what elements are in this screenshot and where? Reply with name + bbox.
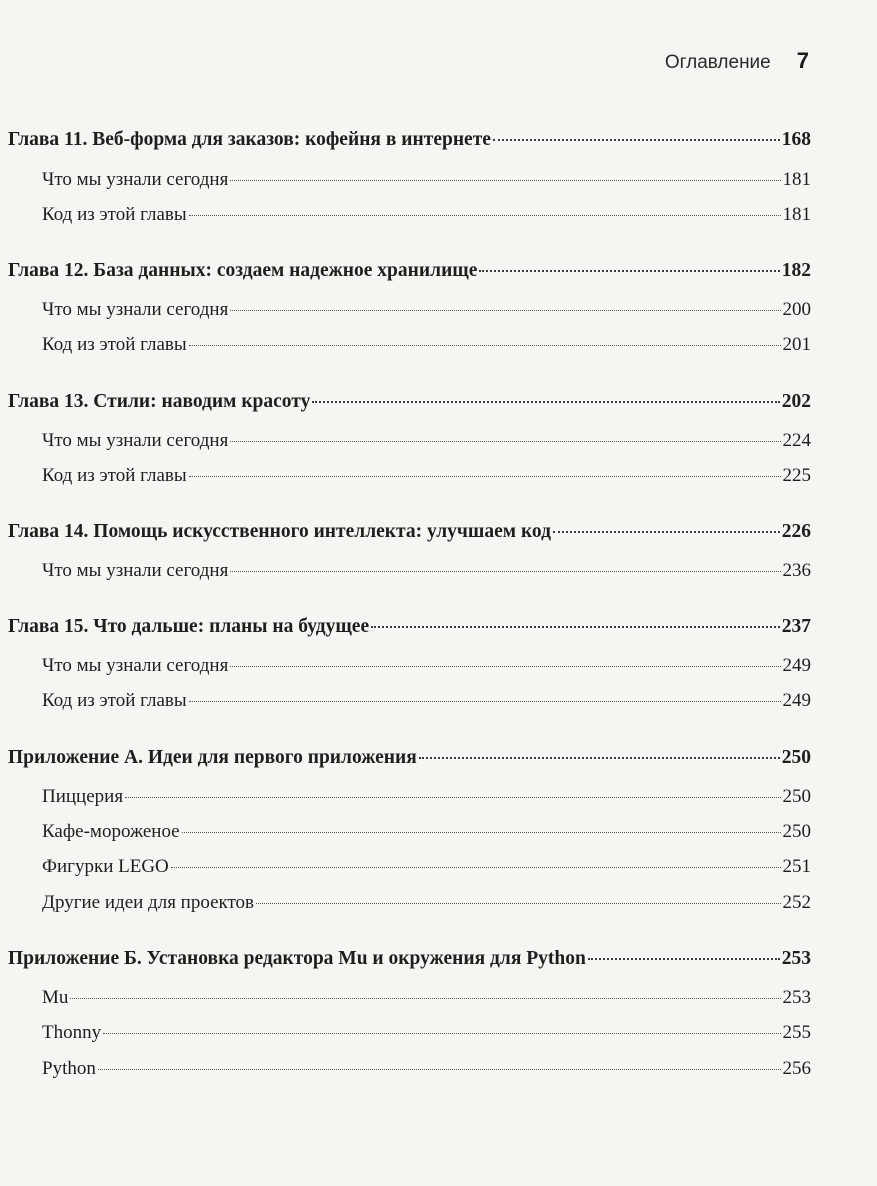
toc-chapter-entry xyxy=(8,615,811,639)
toc-entry-page: 252 xyxy=(782,892,811,913)
toc-dot-leader xyxy=(189,701,781,702)
toc-entry-page: 251 xyxy=(782,856,811,877)
toc-entry-title: Глава 15. Что дальше: планы на будущее xyxy=(8,616,370,637)
toc-dot-leader xyxy=(479,270,779,272)
toc-entry-title: Глава 13. Стили: наводим красоту xyxy=(8,391,311,412)
toc-entry-page: 249 xyxy=(782,655,811,676)
toc-dot-leader xyxy=(588,958,780,960)
toc-chapter-entry xyxy=(8,259,811,283)
toc-entry-page: 226 xyxy=(781,521,811,542)
toc-dot-leader xyxy=(230,666,780,667)
toc-entry-title: Пиццерия xyxy=(42,786,124,807)
toc-section-entry xyxy=(8,785,811,809)
toc-entry-title: Приложение Б. Установка редактора Mu и окружения для Python xyxy=(8,948,586,969)
toc-entry-page: 182 xyxy=(781,260,811,281)
toc-entry-title: Глава 12. База данных: создаем надежное хранилище xyxy=(8,260,478,281)
toc-dot-leader xyxy=(98,1069,781,1070)
toc-section-entry xyxy=(8,333,811,357)
toc-dot-leader xyxy=(182,832,781,833)
toc-entry-title: Что мы узнали сегодня xyxy=(42,655,229,676)
toc-entry-page: 224 xyxy=(782,430,811,451)
toc-dot-leader xyxy=(103,1033,780,1034)
toc-entry-title: Что мы узнали сегодня xyxy=(42,430,229,451)
toc-section-entry xyxy=(8,654,811,678)
toc-chapter-entry xyxy=(8,520,811,544)
toc-entry-title: Код из этой главы xyxy=(42,465,187,486)
toc-entry-title: Код из этой главы xyxy=(42,204,187,225)
toc-section-entry xyxy=(8,203,811,227)
toc-entry-page: 236 xyxy=(782,560,811,581)
toc-section-entry xyxy=(8,689,811,713)
toc-section-entry xyxy=(8,559,811,583)
toc-section-entry xyxy=(8,891,811,915)
toc-entry-page: 253 xyxy=(782,987,811,1008)
toc-entry-title: Приложение А. Идеи для первого приложения xyxy=(8,747,417,768)
toc-entry-page: 256 xyxy=(782,1058,811,1079)
toc-entry-page: 255 xyxy=(782,1022,811,1043)
toc-entry-title: Thonny xyxy=(42,1022,102,1043)
toc-dot-leader xyxy=(189,476,781,477)
toc-entry-title: Кафе-мороженое xyxy=(42,821,180,842)
toc-dot-leader xyxy=(256,903,780,904)
toc-entry-title: Что мы узнали сегодня xyxy=(42,299,229,320)
toc-dot-leader xyxy=(230,180,780,181)
toc-entry-title: Код из этой главы xyxy=(42,690,187,711)
toc-dot-leader xyxy=(419,757,780,759)
toc-section-entry xyxy=(8,1021,811,1045)
toc-section-entry xyxy=(8,986,811,1010)
toc-dot-leader xyxy=(125,797,780,798)
toc-entry-page: 250 xyxy=(782,786,811,807)
toc-dot-leader xyxy=(553,531,780,533)
toc-entry-title: Python xyxy=(42,1058,96,1079)
toc-entry-page: 181 xyxy=(782,204,811,225)
toc-entry-page: 200 xyxy=(782,299,811,320)
toc-section-entry xyxy=(8,429,811,453)
toc-dot-leader xyxy=(230,571,780,572)
toc-entry-title: Mu xyxy=(42,987,69,1008)
toc-entry-page: 181 xyxy=(782,169,811,190)
toc-dot-leader xyxy=(230,441,780,442)
toc-entry-title: Что мы узнали сегодня xyxy=(42,169,229,190)
toc-dot-leader xyxy=(189,345,781,346)
toc-dot-leader xyxy=(70,998,780,999)
toc-entry-title: Глава 11. Веб-форма для заказов: кофейня в интернете xyxy=(8,129,491,150)
toc-entry-page: 201 xyxy=(782,334,811,355)
toc-dot-leader xyxy=(371,626,780,628)
toc-dot-leader xyxy=(189,215,781,216)
toc-dot-leader xyxy=(493,139,780,141)
page-number: 7 xyxy=(796,48,809,73)
toc-section-entry xyxy=(8,820,811,844)
toc-entry-page: 253 xyxy=(781,948,811,969)
toc-section-entry xyxy=(8,168,811,192)
toc-entry-page: 249 xyxy=(782,690,811,711)
running-head-title: Оглавление xyxy=(664,52,771,73)
toc-dot-leader xyxy=(171,867,781,868)
toc-chapter-entry xyxy=(8,746,811,770)
toc-dot-leader xyxy=(312,401,779,403)
toc-chapter-entry xyxy=(8,947,811,971)
toc-section-entry xyxy=(8,464,811,488)
toc-entry-page: 237 xyxy=(781,616,811,637)
running-head xyxy=(665,48,809,74)
toc-entry-page: 250 xyxy=(782,821,811,842)
toc-entry-title: Фигурки LEGO xyxy=(42,856,169,877)
toc-section-entry xyxy=(8,1057,811,1081)
toc-entry-title: Что мы узнали сегодня xyxy=(42,560,229,581)
toc-dot-leader xyxy=(230,310,780,311)
toc-entry-title: Код из этой главы xyxy=(42,334,187,355)
toc-chapter-entry xyxy=(8,390,811,414)
toc-section-entry xyxy=(8,298,811,322)
toc-entry-title: Глава 14. Помощь искусственного интеллекта: улучшаем код xyxy=(8,521,551,542)
toc-entry-title: Другие идеи для проектов xyxy=(42,892,255,913)
toc-section-entry xyxy=(8,855,811,879)
toc-entry-page: 168 xyxy=(781,129,811,150)
toc-entry-page: 202 xyxy=(781,391,811,412)
toc-chapter-entry xyxy=(8,128,811,152)
toc-entry-page: 250 xyxy=(781,747,811,768)
toc-entry-page: 225 xyxy=(782,465,811,486)
